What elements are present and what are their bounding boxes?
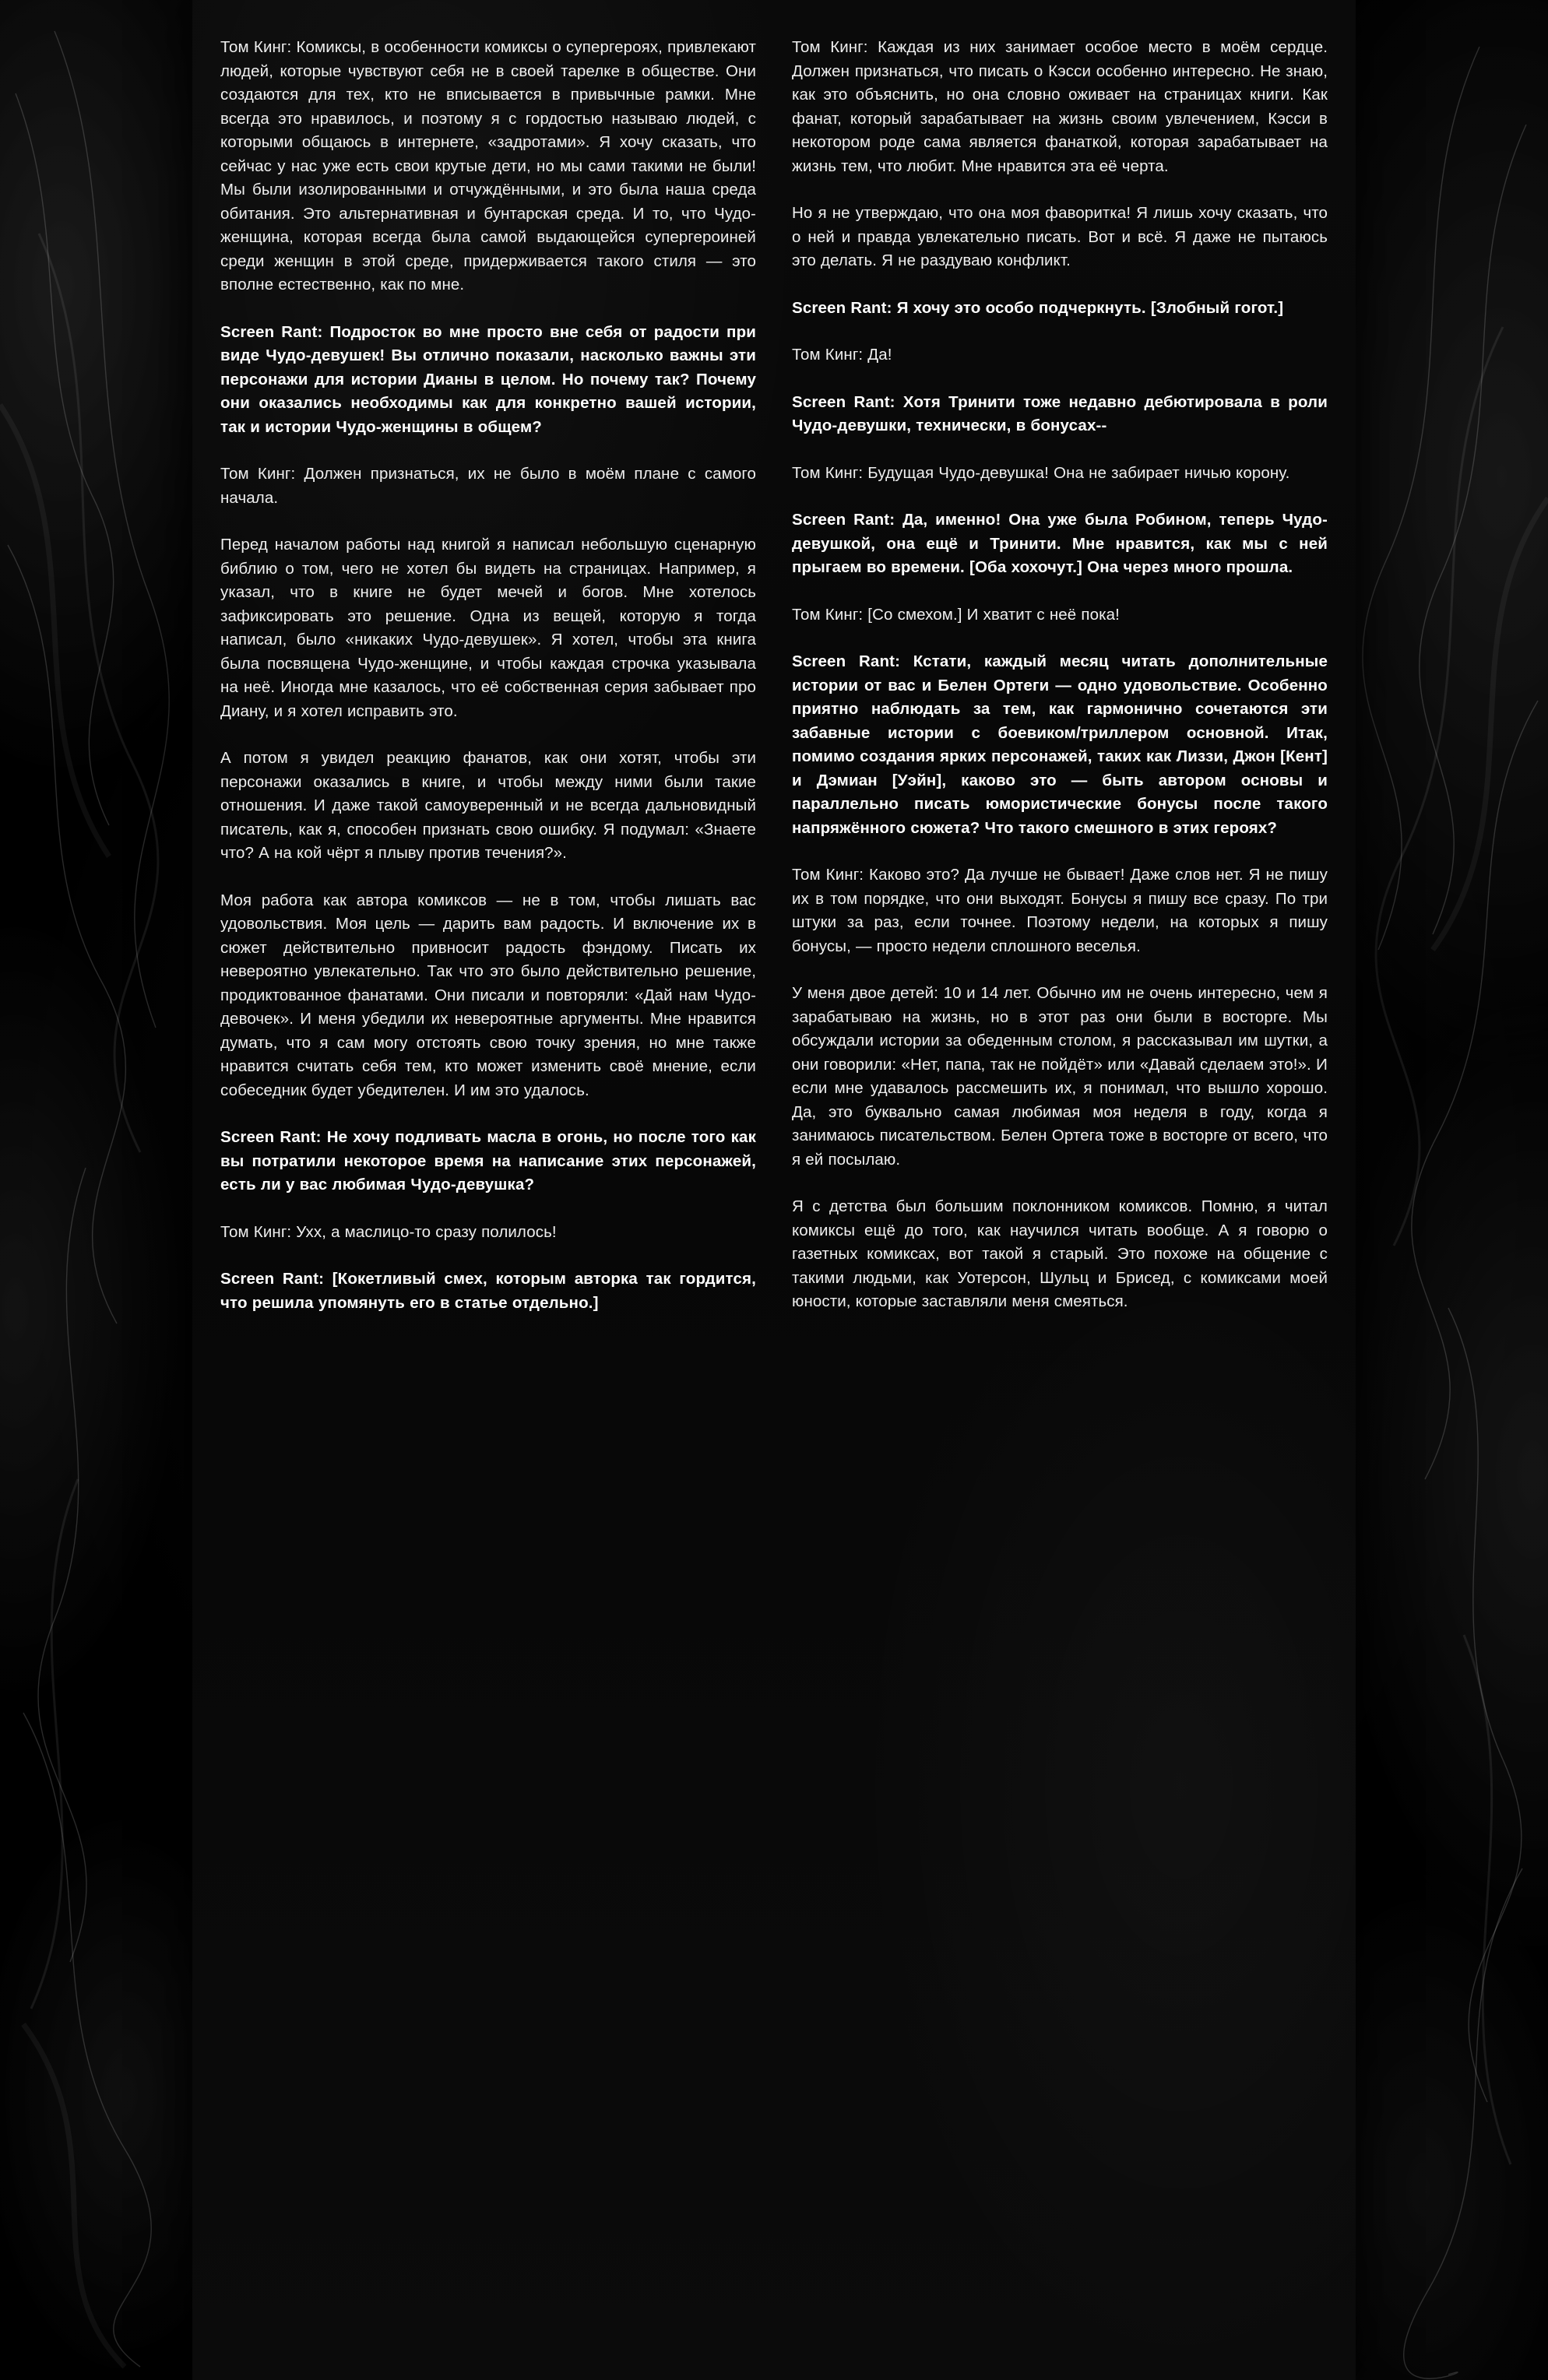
paragraph-answer: Перед началом работы над книгой я написал небольшую сценарную библию о том, чего не хотел бы видеть на страницах. Например, я указал, что в книге не будет мечей и богов. Мне хотелось зафиксировать это решение. Одна из вещей, которую я тогда написал, было «никаких Чудо-девушек». Я хотел, чтобы эта книга была посвящена Чудо-женщине, и чтобы каждая строчка указывала на неё. Иногда мне казалось, что её собственная серия забывает про Диану, и я хотел исправить это. bbox=[220, 536, 756, 720]
paragraph-answer: Том Кинг: Будущая Чудо-девушка! Она не забирает ничью корону. bbox=[792, 463, 1290, 482]
paragraph-question: Screen Rant: [Кокетливый смех, которым авторка так гордится, что решила упомянуть его в статье отдельно.] bbox=[220, 1270, 756, 1312]
paragraph-answer: Том Кинг: Должен признаться, их не было в моём плане с самого начала. bbox=[220, 465, 756, 507]
right-column bbox=[792, 36, 1328, 2349]
paragraph-question: Screen Rant: Я хочу это особо подчеркнуть. [Злобный гогот.] bbox=[792, 298, 1284, 317]
paragraph-answer: Том Кинг: Каждая из них занимает особое место в моём сердце. Должен признаться, что писать о Кэсси особенно интересно. Не знаю, как это объяснить, но она словно оживает на страницах книги. Как фанат, который зарабатывает на жизнь своим увлечением, Кэсси в некотором роде сама является фанаткой, которая зарабатывает на жизнь тем, что любит. Мне нравится эта её черта. bbox=[792, 38, 1328, 175]
paragraph-answer: Том Кинг: [Со смехом.] И хватит с неё пока! bbox=[792, 605, 1120, 624]
paragraph-answer: У меня двое детей: 10 и 14 лет. Обычно им не очень интересно, чем я зарабатываю на жизнь, но в этот раз они были в восторге. Мы обсуждали истории за обеденным столом, я рассказывал им шутки, а они говорили: «Нет, папа, так не пойдёт» или «Давай сделаем это!». И если мне удавалось рассмешить их, я понимал, что вышло хорошо. Да, это буквально самая любимая моя неделя в году, когда я занимаюсь писательством. Белен Ортега тоже в восторге от всего, что я ей посылаю. bbox=[792, 984, 1328, 1169]
paragraph-answer: Моя работа как автора комиксов — не в том, чтобы лишать вас удовольствия. Моя цель — дарить вам радость. И включение их в сюжет действительно привносит радость фэндому. Писать их невероятно увлекательно. Так что это было действительно решение, продиктованное фанатами. Они писали и повторяли: «Дай нам Чудо-девочек». И меня убедили их невероятные аргументы. Мне нравится думать, что я сам могу отстоять свою точку зрения, но мне также нравится считать себя тем, кто может изменить своё мнение, если собеседник будет убедителен. И им это удалось. bbox=[220, 891, 756, 1099]
paragraph-answer: Том Кинг: Каково это? Да лучше не бывает! Даже слов нет. Я не пишу их в том порядке, что они выходят. Бонусы я пишу все сразу. По три штуки за раз, если точнее. Поэтому недели, на которых я пишу бонусы, — просто недели сплошного веселья. bbox=[792, 866, 1328, 955]
paragraph-question: Screen Rant: Хотя Тринити тоже недавно дебютировала в роли Чудо-девушки, технически, в бонусах-- bbox=[792, 392, 1328, 434]
paragraph-answer: А потом я увидел реакцию фанатов, как они хотят, чтобы эти персонажи оказались в книге, и чтобы между ними были такие отношения. И даже такой самоуверенный и не всегда дальновидный писатель, как я, способен признать свою ошибку. Я подумал: «Знаете что? А на кой чёрт я плыву против течения?». bbox=[220, 749, 756, 862]
paragraph-answer: Том Кинг: Да! bbox=[792, 346, 892, 364]
paragraph-answer: Том Кинг: Комиксы, в особенности комиксы о супергероях, привлекают людей, которые чувствуют себя не в своей тарелке в обществе. Они создаются для тех, кто не вписывается в привычные рамки. Мне всегда это нравилось, и поэтому я с гордостью называю людей, с которыми общаюсь в интернете, «задротами». Я хочу сказать, что сейчас у нас уже есть свои крутые дети, но мы сами такими не были! Мы были изолированными и отчуждёнными, и это была наша среда обитания. Это альтернативная и бунтарская среда. И то, что Чудо-женщина, которая всегда была самой выдающейся супергероиней среди женщин в этой среде, придерживается такого стиля — это вполне естественно, как по мне. bbox=[220, 38, 756, 294]
paragraph-question: Screen Rant: Не хочу подливать масла в огонь, но после того как вы потратили некоторое время на написание этих персонажей, есть ли у вас любимая Чудо-девушка? bbox=[220, 1128, 756, 1194]
paragraph-question: Screen Rant: Да, именно! Она уже была Робином, теперь Чудо-девушкой, она ещё и Тринити. Мне нравится, как мы с ней прыгаем во времени. [Оба хохочут.] Она через много прошла. bbox=[792, 511, 1328, 576]
paragraph-answer: Том Кинг: Ухх, а маслицо-то сразу полилось! bbox=[220, 1222, 557, 1241]
paragraph-answer: Но я не утверждаю, что она моя фаворитка! Я лишь хочу сказать, что о ней и правда увлекательно писать. Вот и всё. Я даже не пытаюсь это делать. Я не раздуваю конфликт. bbox=[792, 204, 1328, 269]
article-page bbox=[192, 0, 1356, 2380]
paragraph-question: Screen Rant: Подросток во мне просто вне себя от радости при виде Чудо-девушек! Вы отлично показали, насколько важны эти персонажи для истории Дианы в целом. Но почему так? Почему они оказались необходимы как для конкретно вашей истории, так и истории Чудо-женщины в общем? bbox=[220, 322, 756, 436]
left-column bbox=[220, 36, 756, 2349]
paragraph-answer: Я с детства был большим поклонником комиксов. Помню, я читал комиксы ещё до того, как научился читать вообще. А я говорю о газетных комиксах, вот такой я старый. Это похоже на общение с такими людьми, как Уотерсон, Шульц и Брисед, с комиксами моей юности, которые заставляли меня смеяться. bbox=[792, 1197, 1328, 1310]
two-column-layout bbox=[192, 0, 1356, 2380]
paragraph-question: Screen Rant: Кстати, каждый месяц читать дополнительные истории от вас и Белен Ортеги — одно удовольствие. Особенно приятно наблюдать за тем, как гармонично сочетаются эти забавные истории с боевиком/триллером основной. Итак, помимо создания ярких персонажей, таких как Лиззи, Джон [Кент] и Дэмиан [Уэйн], каково это — быть автором основы и параллельно писать юмористические бонусы после такого напряжённого сюжета? Что такого смешного в этих героях? bbox=[792, 652, 1328, 837]
